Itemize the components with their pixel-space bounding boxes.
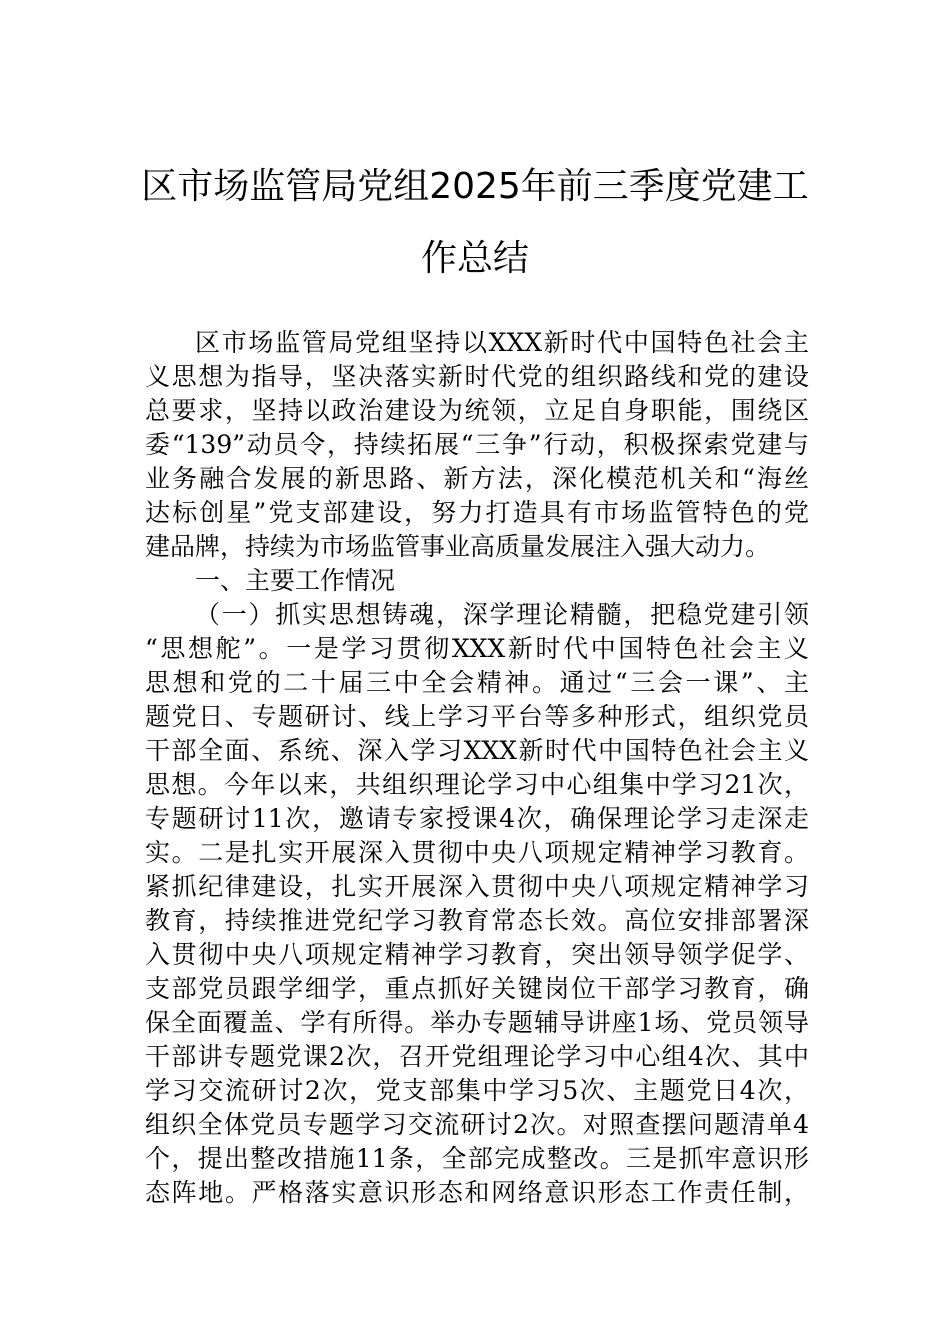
subsection-line: 入贯彻中央八项规定精神学习教育，突出领导领学促学、 [145, 940, 809, 969]
document-title-line-1: 区市场监管局党组2025年前三季度党建工 [141, 166, 809, 207]
intro-line: 区市场监管局党组坚持以XXX新时代中国特色社会主 [195, 328, 809, 357]
section-heading: 一、主要工作情况 [195, 566, 396, 595]
subsection-line: 学习交流研讨2次，党支部集中学习5次、主题党日4次， [145, 1076, 809, 1105]
intro-line: 建品牌，持续为市场监管事业高质量发展注入强大动力。 [145, 532, 771, 561]
intro-line: 委“139”动员令，持续拓展“三争”行动，积极探索党建与 [145, 430, 809, 459]
subsection-line: 态阵地。严格落实意识形态和网络意识形态工作责任制， [145, 1178, 809, 1207]
document-title-line-2: 作总结 [420, 238, 529, 279]
subsection-line: 紧抓纪律建设，扎实开展深入贯彻中央八项规定精神学习 [145, 872, 809, 901]
intro-line: 业务融合发展的新思路、新方法，深化模范机关和“海丝 [145, 464, 809, 493]
subsection-line: 保全面覆盖、学有所得。举办专题辅导讲座1场、党员领导 [145, 1008, 809, 1037]
subsection-line: 支部党员跟学细学，重点抓好关键岗位干部学习教育，确 [145, 974, 809, 1003]
subsection-line: 思想和党的二十届三中全会精神。通过“三会一课”、主 [145, 668, 809, 697]
intro-line: 总要求，坚持以政治建设为统领，立足自身职能，围绕区 [145, 396, 809, 425]
subsection-line: 组织全体党员专题学习交流研讨2次。对照查摆问题清单4 [145, 1110, 809, 1139]
subsection-line: “思想舵”。一是学习贯彻XXX新时代中国特色社会主义 [145, 634, 809, 663]
document-body [145, 326, 809, 1210]
subsection-line: 题党日、专题研讨、线上学习平台等多种形式，组织党员 [145, 702, 809, 731]
intro-line: 义思想为指导，坚决落实新时代党的组织路线和党的建设 [145, 362, 809, 391]
subsection-line: （一）抓实思想铸魂，深学理论精髓，把稳党建引领 [195, 600, 809, 629]
subsection-line: 专题研讨11次，邀请专家授课4次，确保理论学习走深走 [145, 804, 809, 833]
intro-line: 达标创星”党支部建设，努力打造具有市场监管特色的党 [145, 498, 809, 527]
subsection-line: 教育，持续推进党纪学习教育常态长效。高位安排部署深 [145, 906, 809, 935]
subsection-line: 个，提出整改措施11条，全部完成整改。三是抓牢意识形 [145, 1144, 809, 1173]
subsection-line: 思想。今年以来，共组织理论学习中心组集中学习21次， [145, 770, 809, 799]
subsection-line: 实。二是扎实开展深入贯彻中央八项规定精神学习教育。 [145, 838, 809, 867]
subsection-line: 干部讲专题党课2次，召开党组理论学习中心组4次、其中 [145, 1042, 809, 1071]
subsection-line: 干部全面、系统、深入学习XXX新时代中国特色社会主义 [145, 736, 809, 765]
